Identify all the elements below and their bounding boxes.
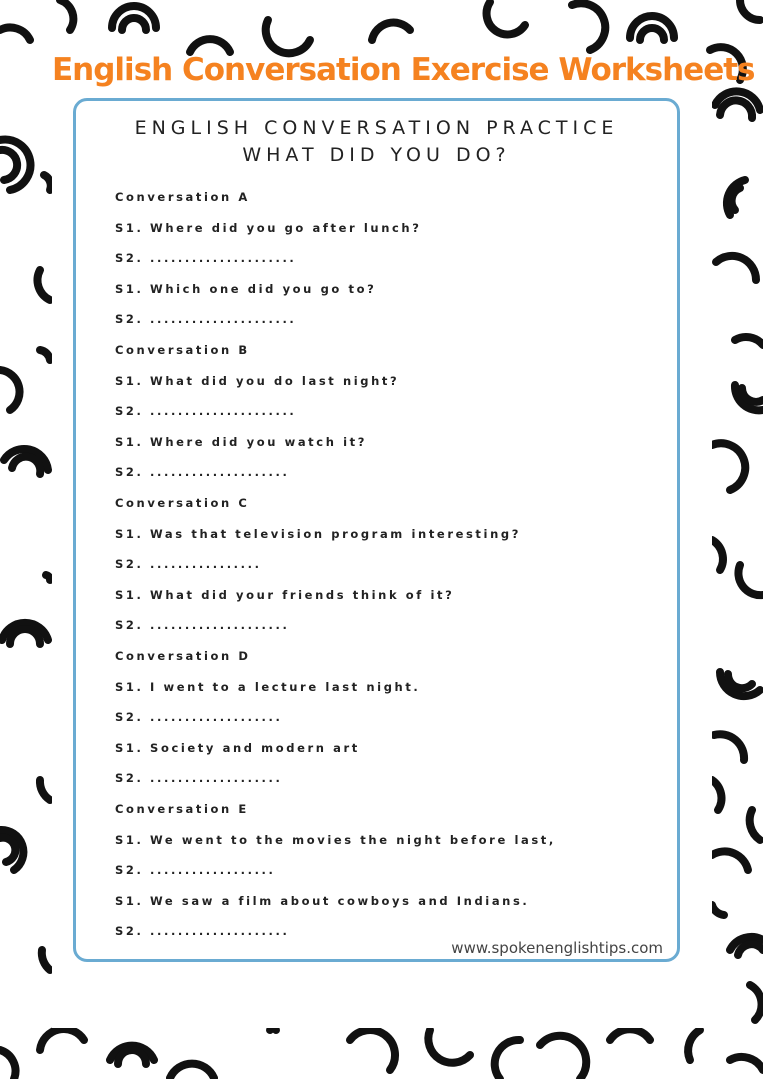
dialogue-line: S2. ................... xyxy=(115,710,283,725)
dialogue-line: S2. ................... xyxy=(115,771,283,786)
conversation-label: Conversation E xyxy=(115,802,249,816)
dialogue-line: S1. We saw a film about cowboys and Indians. xyxy=(115,893,530,908)
dialogue-line: S1. Where did you go after lunch? xyxy=(115,220,422,235)
dialogue-line: S1. Which one did you go to? xyxy=(115,281,377,296)
worksheet-heading-line1: ENGLISH CONVERSATION PRACTICE xyxy=(134,117,619,139)
dialogue-line: S1. Where did you watch it? xyxy=(115,434,367,449)
conversation-label: Conversation A xyxy=(115,190,250,204)
conversation-label: Conversation B xyxy=(115,343,250,357)
banner-title: English Conversation Exercise Worksheets xyxy=(52,52,755,88)
footer-url: www.spokenenglishtips.com xyxy=(451,939,663,957)
dialogue-line: S2. ..................... xyxy=(115,312,297,327)
dialogue-line: S1. What did you do last night? xyxy=(115,373,400,388)
worksheet-heading-line2: WHAT DID YOU DO? xyxy=(242,144,511,166)
dialogue-line: S1. What did your friends think of it? xyxy=(115,587,455,602)
dialogue-line: S1. I went to a lecture last night. xyxy=(115,679,421,694)
dialogue-line: S1. Was that television program interesting? xyxy=(115,526,521,541)
dialogue-line: S2. .................. xyxy=(115,863,276,878)
dialogue-line: S2. .................... xyxy=(115,618,290,633)
conversation-label: Conversation C xyxy=(115,496,250,510)
dialogue-line: S1. We went to the movies the night before last, xyxy=(115,832,556,847)
dialogue-line: S2. .................... xyxy=(115,924,290,939)
dialogue-line: S2. ..................... xyxy=(115,251,297,266)
worksheet-card xyxy=(73,98,680,962)
dialogue-line: S2. ................ xyxy=(115,557,262,572)
conversation-label: Conversation D xyxy=(115,649,251,663)
dialogue-line: S2. ..................... xyxy=(115,404,297,419)
dialogue-line: S1. Society and modern art xyxy=(115,740,360,755)
dialogue-line: S2. .................... xyxy=(115,465,290,480)
